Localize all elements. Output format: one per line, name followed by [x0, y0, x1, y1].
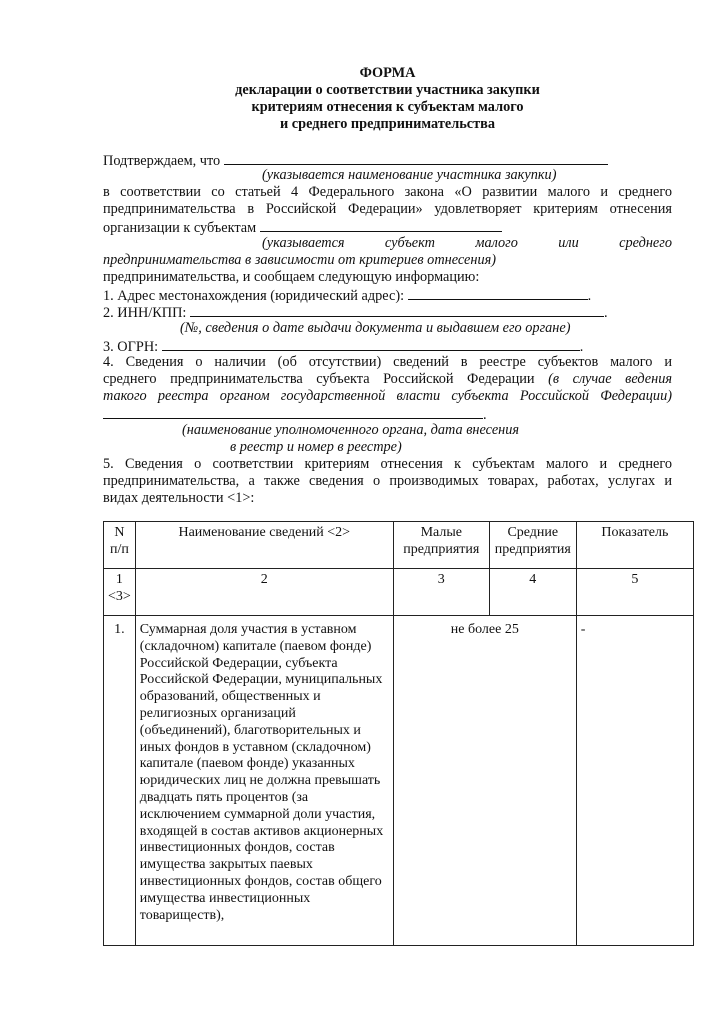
paragraph-line: 4. Сведения о наличии (об отсутствии) сведений в реестре субъектов малого и: [103, 354, 672, 370]
row-number: 1.: [104, 616, 136, 946]
header-cell: Наименование сведений <2>: [135, 522, 393, 569]
note-subject: предпринимательства в зависимости от критериев отнесения): [103, 252, 497, 268]
header-cell: Малые предприятия: [393, 522, 489, 569]
title-line: критериям отнесения к субъектам малого: [251, 99, 524, 115]
table-row: [104, 616, 694, 946]
paragraph-line: предпринимательства, и сообщаем следующую информацию:: [103, 269, 480, 285]
note-subject: (указывается субъект малого или среднего: [262, 235, 672, 251]
row-indicator: -: [576, 616, 693, 946]
number-cell: 4: [489, 569, 576, 616]
registry-field[interactable]: [103, 405, 483, 419]
confirm-label: Подтверждаем, что: [103, 153, 221, 169]
note-participant: (указывается наименование участника закупки): [262, 167, 557, 183]
address-label: 1. Адрес местонахождения (юридический адрес):: [103, 288, 405, 304]
title-form: ФОРМА: [359, 65, 416, 81]
period: .: [579, 339, 584, 355]
ogrn-label: 3. ОГРН:: [103, 339, 159, 355]
table-header-row: [104, 522, 694, 569]
row-name: Суммарная доля участия в уставном (складочном) капитале (паевом фонде) Российской Федерации, субъекта Российской Федерации, муниципальных образований, общественных и религиозных организаций (объединений), благотворительных и иных фондов в уставном (складочном) капитале (паевом фонде) указанных юридических лиц не должна превышать двадцать пять процентов (за исключением суммарной доли участия, входящей в состав активов акционерных инвестиционных фондов, состав имущества закрытых паевых инвестиционных фондов, состав общего имущества инвестиционных товариществ),: [135, 616, 393, 946]
criteria-table: [103, 521, 694, 946]
paragraph-line: предпринимательства, а также сведения о производимых товарах, работах, услугах и: [103, 473, 672, 489]
paragraph-line: 5. Сведения о соответствии критериям отнесения к субъектам малого и среднего: [103, 456, 672, 472]
period: .: [483, 407, 487, 423]
note-inn: (№, сведения о дате выдачи документа и выдавшем его органе): [180, 320, 571, 336]
text: среднего предпринимательства субъекта Российской Федерации: [103, 371, 535, 387]
paragraph-line: в соответствии со статьей 4 Федерального закона «О развитии малого и среднего: [103, 184, 672, 200]
number-cell: 3: [393, 569, 489, 616]
header-cell: Средние предприятия: [489, 522, 576, 569]
paragraph-line: такого реестра органом государственной власти субъекта Российской Федерации): [103, 388, 672, 404]
number-cell: 5: [576, 569, 693, 616]
note-registry: в реестр и номер в реестре): [230, 439, 402, 455]
row-value: не более 25: [393, 616, 576, 946]
text: (в случае ведения: [548, 371, 672, 387]
participant-name-field[interactable]: [224, 151, 608, 165]
subject-label: организации к субъектам: [103, 220, 257, 236]
paragraph-line: видах деятельности <1>:: [103, 490, 255, 506]
period: .: [603, 305, 608, 321]
paragraph-line: [103, 371, 672, 388]
note-registry: (наименование уполномоченного органа, дата внесения: [182, 422, 520, 438]
address-field[interactable]: [408, 286, 588, 300]
inn-field[interactable]: [190, 303, 604, 317]
number-cell: 1 <3>: [104, 569, 136, 616]
number-cell: 2: [135, 569, 393, 616]
period: .: [587, 288, 592, 304]
table-number-row: [104, 569, 694, 616]
title-line: и среднего предпринимательства: [279, 116, 496, 132]
header-cell: Показатель: [576, 522, 693, 569]
inn-label: 2. ИНН/КПП:: [103, 305, 187, 321]
paragraph-line: предпринимательства в Российской Федерации» удовлетворяет критериям отнесения: [103, 201, 672, 217]
header-cell: N п/п: [104, 522, 136, 569]
title-line: декларации о соответствии участника закупки: [235, 82, 540, 98]
subject-field[interactable]: [260, 218, 502, 232]
ogrn-field[interactable]: [162, 337, 580, 351]
